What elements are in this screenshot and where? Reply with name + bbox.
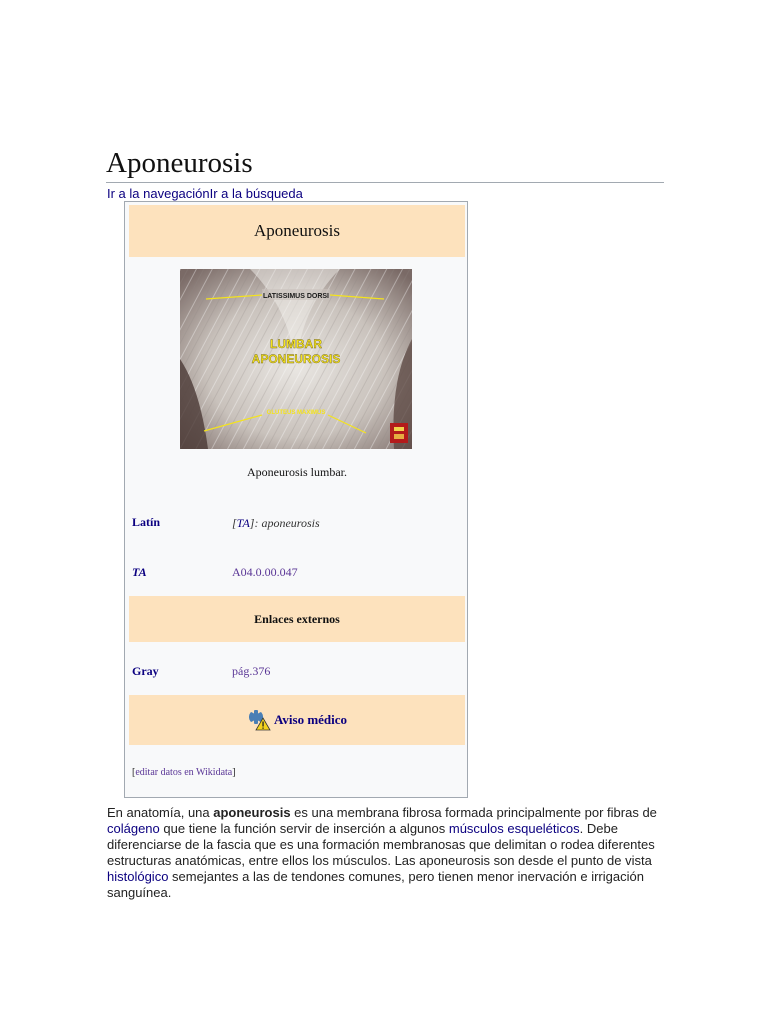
infobox-title: Aponeurosis [129, 205, 465, 257]
label-aponeurosis: APONEUROSIS [251, 352, 341, 366]
intro-paragraph: En anatomía, una aponeurosis es una membrana fibrosa formada principalmente por fibras de colágeno que tiene la función servir de inserción a algunos músculos esqueléticos. Debe diferenciarse de la fascia que es una formación membranosas que delimitan o rodea diferentes estructuras anatómicas, entre ellos los músculos. Las aponeurosis son desde el punto de vista histológico semejantes a las de tendones comunes, pero tienen menor inervación e irrigación sanguínea. [107, 805, 657, 900]
ta-link[interactable]: TA [236, 516, 250, 530]
infobox [124, 201, 468, 798]
gray-page-link[interactable]: pág.376 [232, 664, 271, 678]
gray-label: Gray [132, 664, 159, 678]
histologico-link[interactable]: histológico [107, 869, 169, 884]
external-links-header: Enlaces externos [129, 596, 465, 642]
colageno-link[interactable]: colágeno [107, 821, 160, 836]
jump-to-search-link[interactable]: Ir a la búsqueda [209, 186, 303, 201]
medical-notice-link[interactable]: Aviso médico [273, 712, 348, 727]
latin-value: [TA]: aponeurosis [232, 516, 320, 530]
label-latissimus: LATISSIMUS DORSI [263, 293, 329, 300]
image-caption: Aponeurosis lumbar. [247, 465, 347, 479]
gray-value [232, 664, 270, 679]
ta-value [232, 565, 298, 580]
crest-logo [390, 423, 408, 443]
jump-links [107, 186, 303, 201]
edit-wikidata-link[interactable]: editar datos en Wikidata [135, 767, 233, 778]
medical-notice-bar [129, 695, 465, 745]
medical-warning-icon [247, 709, 271, 731]
latin-label: Latín [132, 515, 161, 529]
page-title: Aponeurosis [106, 146, 664, 183]
label-gluteus: GLUTEUS MAXIMUS [266, 410, 326, 416]
ta-code-link[interactable]: A04.0.00.047 [232, 565, 298, 579]
ta-label: TA [132, 565, 147, 579]
edit-wikidata: [editar datos en Wikidata] [132, 767, 236, 778]
jump-to-navigation-link[interactable]: Ir a la navegación [107, 186, 210, 201]
term-bold: aponeurosis [213, 805, 291, 820]
label-lumbar: LUMBAR [270, 337, 322, 351]
lumbar-aponeurosis-photo[interactable] [180, 269, 412, 449]
musculos-esqueleticos-link[interactable]: músculos esqueléticos [448, 821, 580, 836]
